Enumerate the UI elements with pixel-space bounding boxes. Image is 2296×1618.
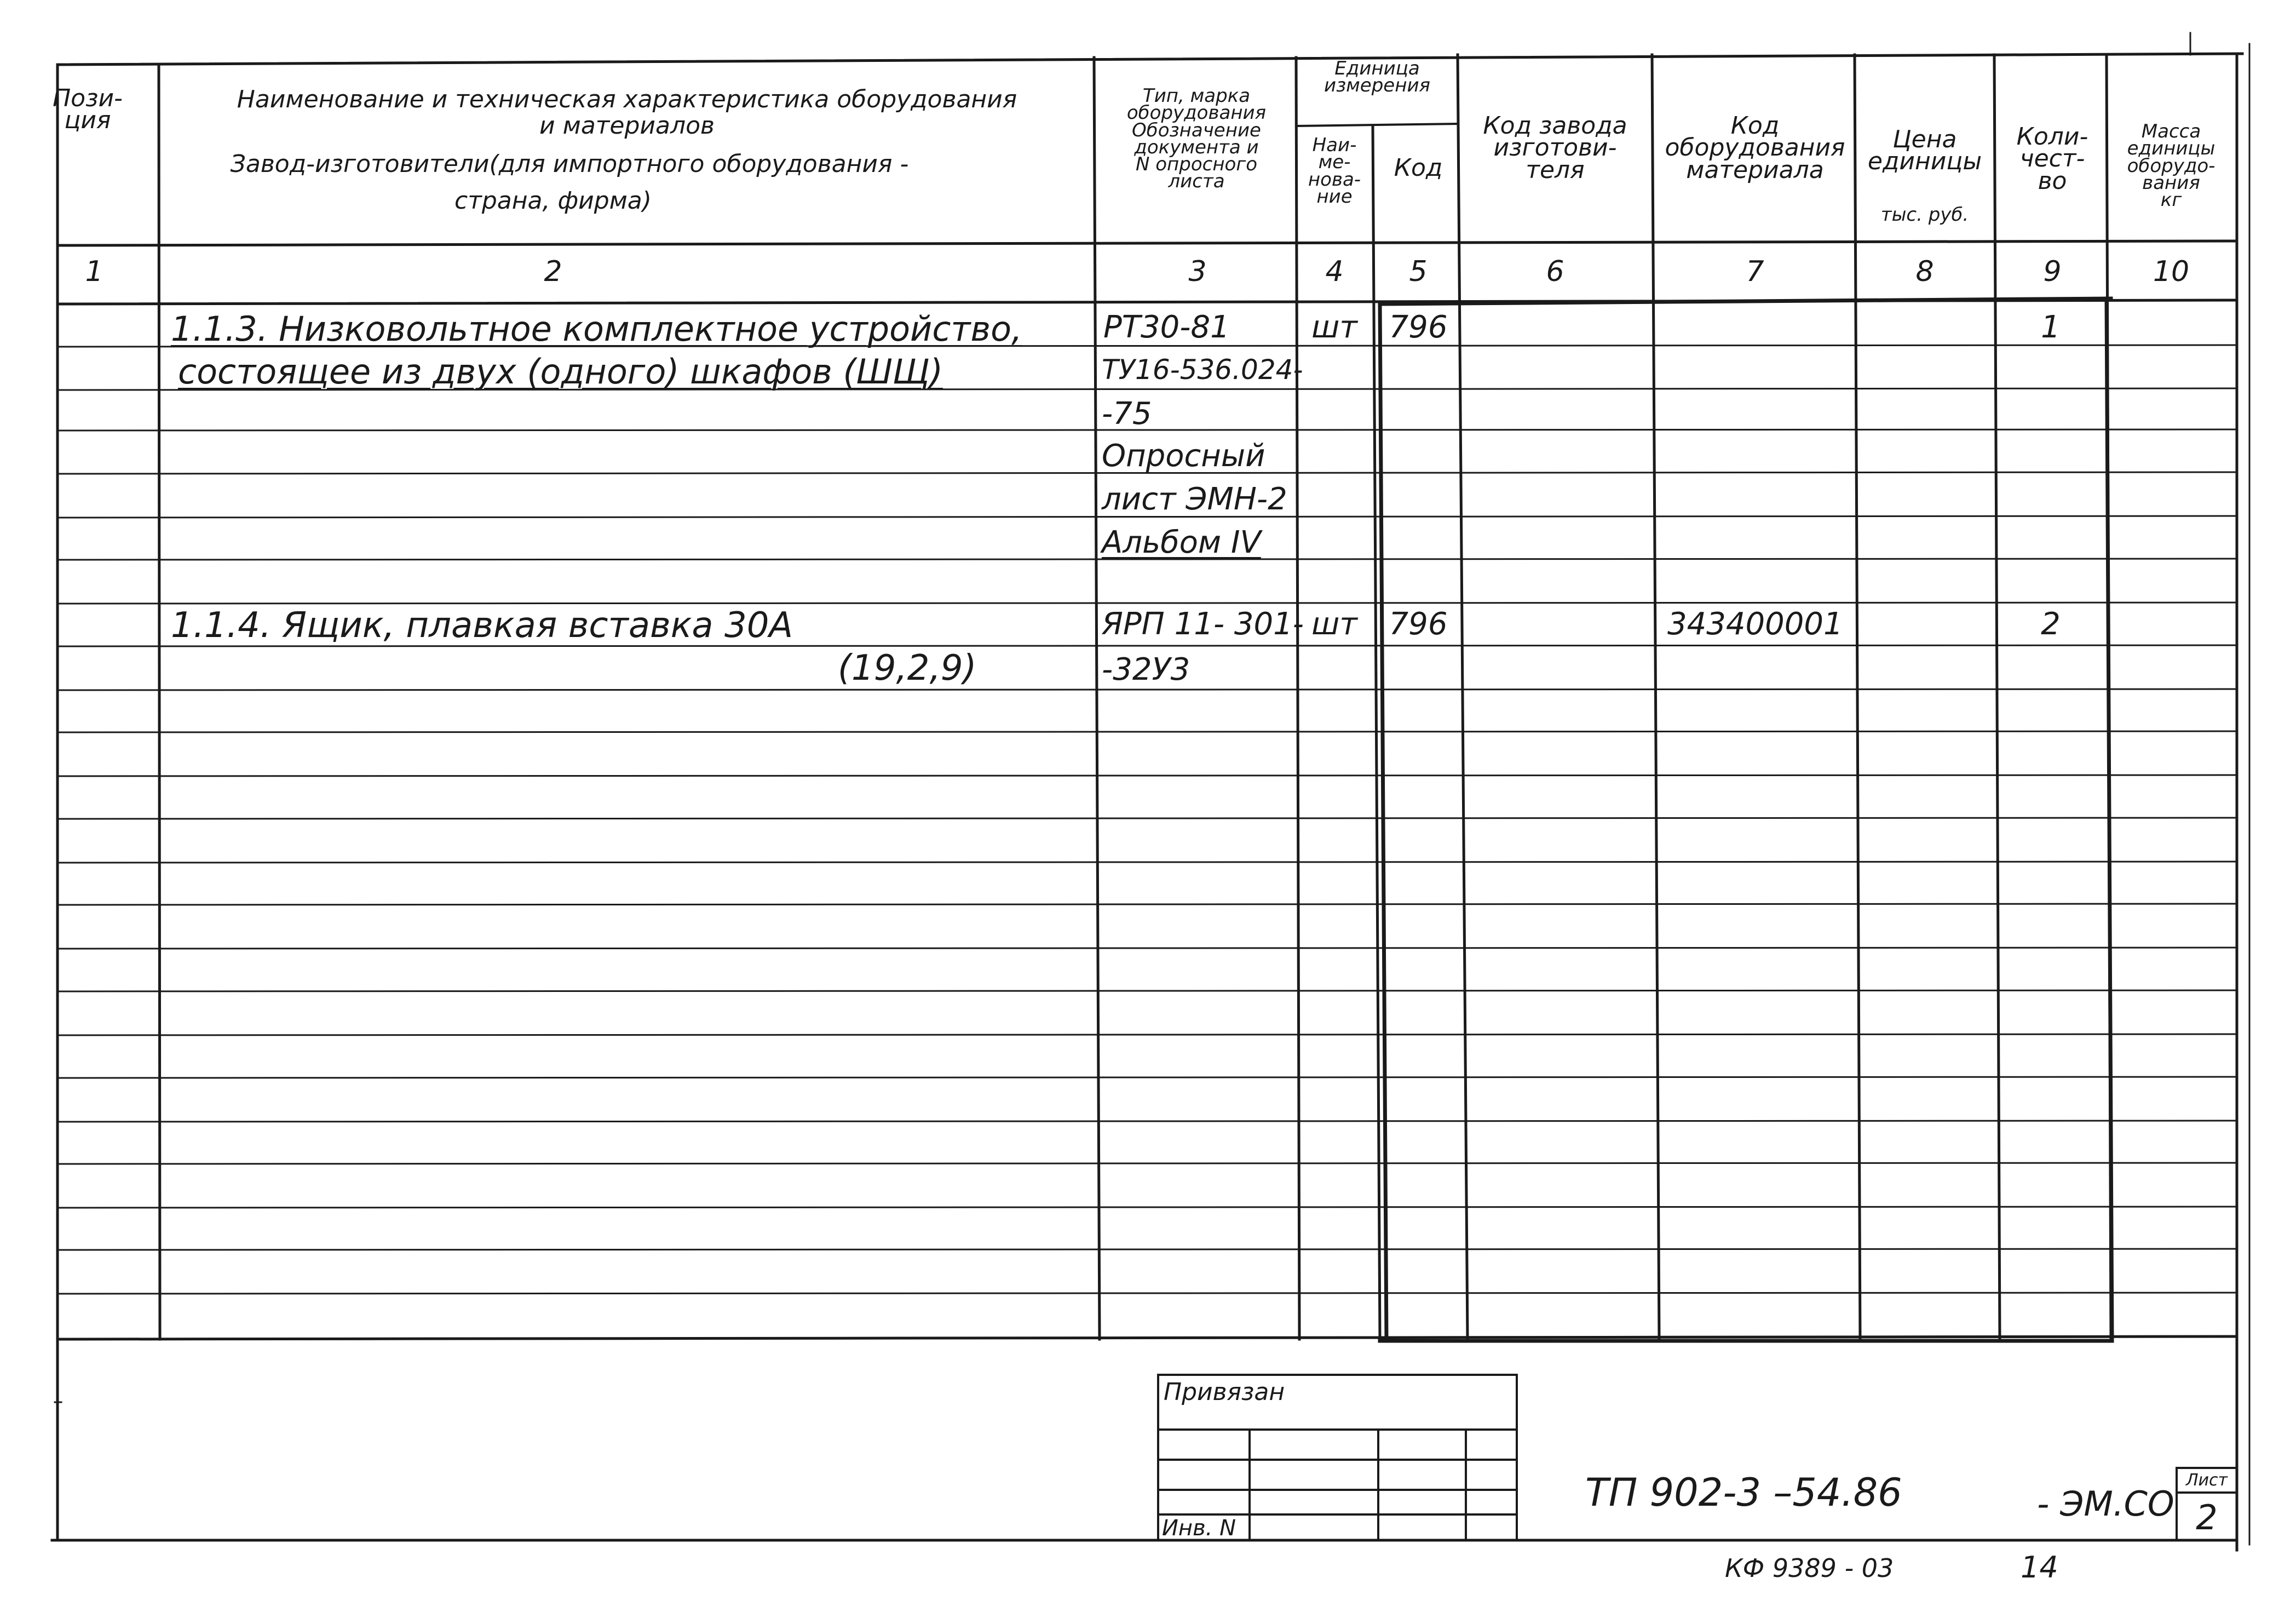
row-7-unit: шт: [1311, 606, 1357, 642]
col-number-6: 6: [1546, 255, 1564, 288]
header-unit-name: Наи- ме- нова- ние: [1308, 134, 1361, 208]
row-1-name: 1.1.3. Низковольтное комплектное устройство,: [171, 309, 1022, 349]
row-5-type: лист ЭМН-2: [1102, 481, 1287, 517]
header-type-mark: Тип, марка оборудования Обозначение документа и N опросного листа: [1126, 85, 1267, 193]
row-1-unit-code: 796: [1389, 309, 1448, 345]
col-number-10: 10: [2153, 255, 2190, 288]
col-number-3: 3: [1188, 255, 1207, 288]
row-7-equipment-code: 343400001: [1667, 606, 1843, 642]
header-factory-code: Код завода изготови- теля: [1483, 112, 1627, 184]
header-name-line2: и материалов: [539, 112, 715, 140]
row-7-type: ЯРП 11- 301-: [1102, 606, 1304, 642]
col-number-9: 9: [2043, 255, 2062, 288]
row-1-quantity: 1: [2041, 309, 2061, 345]
document-code: ТП 902-3 –54.86: [1585, 1470, 1902, 1515]
row-8-ref: (19,2,9): [838, 648, 977, 688]
row-8-type: -32У3: [1102, 652, 1190, 687]
header-name-line1: Наименование и техническая характеристика оборудования: [237, 85, 1017, 113]
document-suffix: - ЭМ.СО: [2037, 1484, 2174, 1524]
header-name-line4: страна, фирма): [454, 187, 652, 215]
col-number-8: 8: [1915, 255, 1934, 288]
header-unit-code: Код: [1394, 154, 1443, 182]
row-1-unit: шт: [1311, 309, 1357, 345]
header-equipment-code: Код оборудования материала: [1665, 112, 1845, 184]
row-4-type: Опросный: [1102, 438, 1265, 474]
stamp-privyazan: Привязан: [1164, 1378, 1285, 1406]
header-position: Пози- ция: [53, 84, 123, 135]
header-unit-price: Цена единицы: [1867, 125, 1982, 176]
row-7-name: 1.1.4. Ящик, плавкая вставка 30А: [171, 605, 793, 646]
header-name-line3: Завод-изготовители(для импортного оборудования -: [230, 150, 909, 178]
sheet-label: Лист: [2185, 1471, 2228, 1490]
sheet-number: 2: [2196, 1497, 2218, 1537]
col-number-4: 4: [1325, 255, 1344, 288]
header-unit-group: Единица измерения: [1323, 58, 1431, 97]
row-6-type: Альбом IV: [1102, 525, 1261, 560]
col-number-2: 2: [544, 255, 562, 288]
header-quantity: Коли- чест- во: [2016, 123, 2088, 195]
col-number-5: 5: [1409, 255, 1428, 288]
stamp-inv: Инв. N: [1162, 1516, 1236, 1541]
row-2-type: ТУ16-536.024-: [1102, 354, 1303, 386]
row-3-type: -75: [1102, 396, 1152, 432]
row-7-unit-code: 796: [1389, 606, 1448, 642]
col-number-1: 1: [85, 255, 103, 288]
row-2-name: состоящее из двух (одного) шкафов (ШЩ): [178, 352, 943, 392]
col-number-7: 7: [1746, 255, 1764, 288]
page-number: 14: [2021, 1550, 2058, 1585]
header-unit-mass: Масса единицы оборудо- вания кг: [2127, 121, 2216, 211]
row-1-type: РТ30-81: [1103, 309, 1230, 345]
row-7-quantity: 2: [2041, 606, 2061, 642]
header-price-unit: тыс. руб.: [1880, 204, 1969, 226]
archive-number: КФ 9389 - 03: [1725, 1553, 1894, 1583]
